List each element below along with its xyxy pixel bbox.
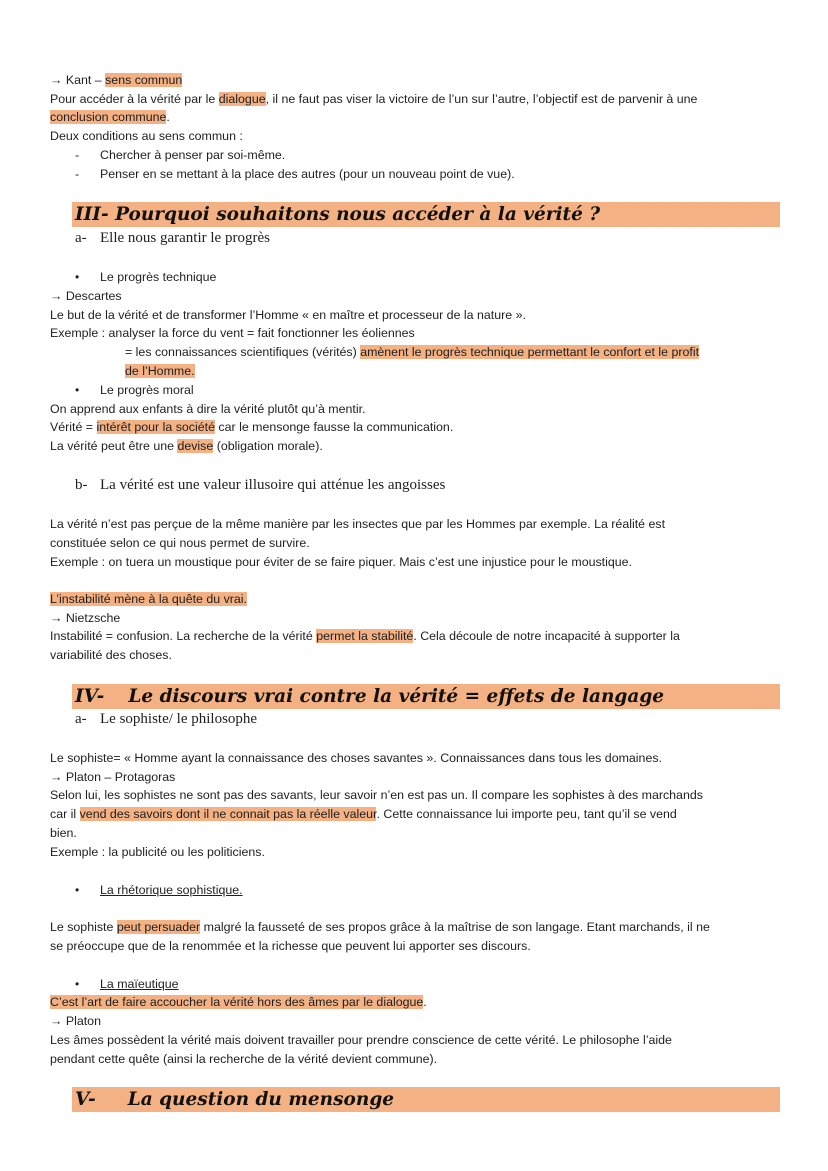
highlight-devise: devise bbox=[177, 439, 214, 453]
bullet-icon: • bbox=[75, 977, 80, 991]
stabilite-text-a: Instabilité = confusion. La recherche de la vérité bbox=[50, 629, 317, 643]
subsection-3a bbox=[75, 228, 270, 248]
highlight-interet: intérêt pour la société bbox=[96, 420, 215, 434]
art-end: . bbox=[423, 995, 427, 1009]
section-4-heading bbox=[72, 684, 780, 709]
persuader-text-b: malgré la fausseté de ses propos grâce à la maîtrise de son langage. Etant marchands, il ne bbox=[200, 920, 710, 934]
bullet-text: Le progrès moral bbox=[100, 383, 194, 397]
stabilite-text-b: . Cela découle de notre incapacité à supporter la bbox=[413, 629, 680, 643]
ames-line-1: Les âmes possèdent la vérité mais doivent travailler pour prendre conscience de cette vérité. Le philosophe l’aide bbox=[50, 1033, 672, 1047]
section-title: Le discours vrai contre la vérité = effets de langage bbox=[128, 686, 665, 707]
connaissances-line-2 bbox=[125, 362, 195, 380]
vend-text-a: car il bbox=[50, 807, 80, 821]
verite-line bbox=[50, 418, 453, 436]
bullet-icon: • bbox=[75, 883, 80, 897]
highlight-persuader: peut persuader bbox=[116, 920, 201, 934]
exemple-eoliennes: Exemple : analyser la force du vent = fait fonctionner les éoliennes bbox=[50, 326, 415, 340]
nietzsche-line: → Nietzsche bbox=[50, 611, 121, 625]
condition-text: Penser en se mettant à la place des autres (pour un nouveau point de vue). bbox=[100, 167, 515, 181]
platon-protagoras-line: → Platon – Protagoras bbox=[50, 770, 176, 784]
subsection-3b bbox=[75, 475, 445, 495]
verite-text-b: car le mensonge fausse la communication. bbox=[214, 420, 454, 434]
descartes-line: → Descartes bbox=[50, 289, 122, 303]
but-line: Le but de la vérité et de transformer l’Homme « en maître et processeur de la nature ». bbox=[50, 308, 526, 322]
subsection-letter: a- bbox=[75, 711, 87, 727]
section-3-heading bbox=[72, 202, 780, 227]
bullet-text: La maïeutique bbox=[100, 977, 179, 991]
conclusion-line bbox=[50, 108, 170, 126]
section-number: IV- bbox=[75, 686, 105, 707]
vend-line bbox=[50, 805, 677, 823]
dash-bullet: - bbox=[75, 148, 80, 162]
subsection-letter: a- bbox=[75, 230, 87, 246]
highlight-dialogue: dialogue bbox=[218, 92, 266, 106]
verite-text-a: Vérité = bbox=[50, 420, 97, 434]
platon-line: → Platon bbox=[50, 1014, 101, 1028]
enfants-line: On apprend aux enfants à dire la vérité plutôt qu’à mentir. bbox=[50, 402, 366, 416]
bullet-icon: • bbox=[75, 383, 80, 397]
insectes-line-1: La vérité n’est pas perçue de la même manière par les insectes que par les Hommes par exemple. La réalité est bbox=[50, 517, 666, 531]
kant-text: → Kant – bbox=[50, 73, 106, 87]
dialogue-text-a: Pour accéder à la vérité par le bbox=[50, 92, 219, 106]
devise-text-a: La vérité peut être une bbox=[50, 439, 178, 453]
highlight-art: C’est l’art de faire accoucher la vérité hors des âmes par le dialogue bbox=[50, 995, 424, 1009]
subsection-letter: b- bbox=[75, 477, 88, 493]
subsection-title: La vérité est une valeur illusoire qui atténue les angoisses bbox=[100, 477, 446, 493]
subsection-title: Elle nous garantir le progrès bbox=[100, 230, 270, 246]
selon-lui-line: Selon lui, les sophistes ne sont pas des savants, leur savoir n’en est pas un. Il compare les sophistes à des marchands bbox=[50, 788, 703, 802]
section-5-heading bbox=[72, 1087, 780, 1112]
connaissances-text: = les connaissances scientifiques (vérités) bbox=[125, 345, 361, 359]
conclusion-end: . bbox=[166, 110, 170, 124]
sophiste-definition: Le sophiste= « Homme ayant la connaissance des choses savantes ». Connaissances dans tous les domaines. bbox=[50, 751, 662, 765]
section-title: Pourquoi souhaitons nous accéder à la vérité ? bbox=[115, 204, 601, 225]
dialogue-line bbox=[50, 90, 697, 108]
bien-line: bien. bbox=[50, 826, 77, 840]
conditions-heading: Deux conditions au sens commun : bbox=[50, 129, 243, 143]
devise-line bbox=[50, 437, 323, 455]
persuader-line bbox=[50, 918, 710, 936]
dialogue-text-b: , il ne faut pas viser la victoire de l’un sur l’autre, l’objectif est de parvenir à une bbox=[265, 92, 698, 106]
highlight-sens-commun: sens commun bbox=[105, 73, 183, 87]
subsection-title: Le sophiste/ le philosophe bbox=[100, 711, 258, 727]
condition-text: Chercher à penser par soi-même. bbox=[100, 148, 286, 162]
highlight-instabilite: L’instabilité mène à la quête du vrai. bbox=[50, 592, 247, 606]
art-line bbox=[50, 993, 427, 1011]
moustique-line: Exemple : on tuera un moustique pour éviter de se faire piquer. Mais c’est une injustice pour le moustique. bbox=[50, 555, 632, 569]
stabilite-line bbox=[50, 627, 680, 645]
highlight-stabilite: permet la stabilité bbox=[316, 629, 414, 643]
bullet-icon: • bbox=[75, 270, 80, 284]
highlight-conclusion: conclusion commune bbox=[50, 110, 167, 124]
devise-text-b: (obligation morale). bbox=[213, 439, 323, 453]
section-number: III- bbox=[75, 204, 109, 225]
stabilite-line-2: variabilité des choses. bbox=[50, 648, 172, 662]
highlight-progres: amènent le progrès technique permettant le confort et le profit bbox=[360, 345, 700, 359]
dash-bullet: - bbox=[75, 167, 80, 181]
connaissances-line bbox=[125, 343, 699, 361]
ames-line-2: pendant cette quête (ainsi la recherche de la vérité devient commune). bbox=[50, 1052, 438, 1066]
bullet-text: Le progrès technique bbox=[100, 270, 217, 284]
persuader-text-a: Le sophiste bbox=[50, 920, 117, 934]
section-number: V- bbox=[75, 1089, 96, 1110]
exemple-publicite: Exemple : la publicité ou les politiciens. bbox=[50, 845, 265, 859]
subsection-4a bbox=[75, 709, 257, 729]
instabilite-line bbox=[50, 590, 247, 608]
highlight-vend: vend des savoirs dont il ne connait pas la réelle valeur bbox=[79, 807, 377, 821]
section-title: La question du mensonge bbox=[127, 1089, 395, 1110]
bullet-text: La rhétorique sophistique. bbox=[100, 883, 243, 897]
persuader-line-2: se préoccupe que de la renommée et la richesse que peuvent lui apporter ses discours. bbox=[50, 939, 531, 953]
insectes-line-2: constituée selon ce qui nous permet de survire. bbox=[50, 536, 310, 550]
vend-text-b: . Cette connaissance lui importe peu, tant qu’il se vend bbox=[376, 807, 677, 821]
kant-line bbox=[50, 71, 182, 89]
highlight-homme: de l’Homme. bbox=[125, 364, 195, 378]
